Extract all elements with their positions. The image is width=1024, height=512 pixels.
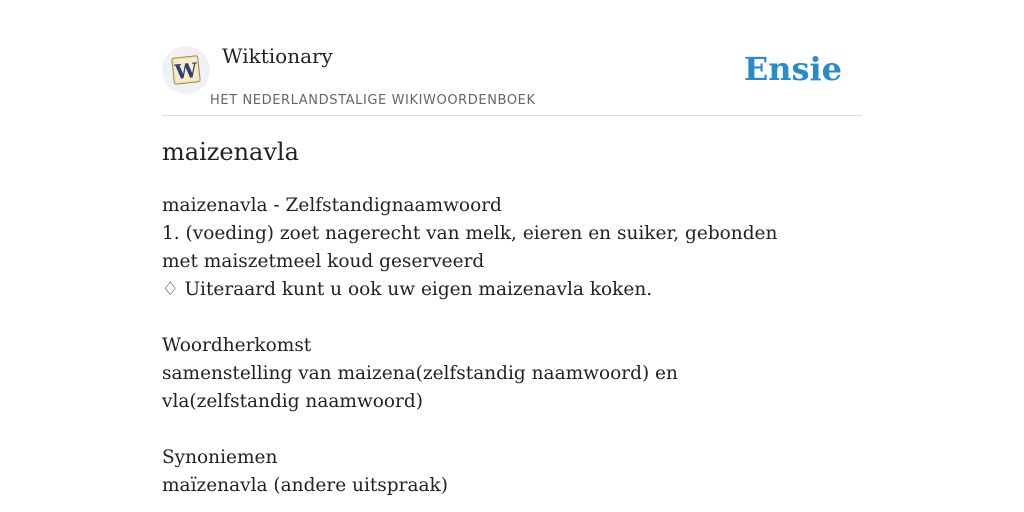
etymology-heading: Woordherkomst [162,335,312,356]
spacer [162,416,802,444]
page [162,0,862,512]
wiktionary-logo-tile [168,52,204,88]
entry-content [162,192,802,500]
synonyms-text: maïzenavla (andere uitspraak) [162,475,448,496]
synonyms-heading: Synoniemen [162,447,278,468]
site-tagline: HET NEDERLANDSTALIGE WIKIWOORDENBOEK [210,93,536,108]
ensie-brand-link[interactable]: Ensie [743,50,842,88]
site-header [162,0,862,116]
example-sentence: ♢ Uiteraard kunt u ook uw eigen maizenavla koken. [162,279,653,300]
svg-text:W: W [173,57,199,85]
wiktionary-logo-icon[interactable] [162,46,210,94]
word-type-line: maizenavla - Zelfstandignaamwoord [162,195,502,216]
definition: 1. (voeding) zoet nagerecht van melk, eieren en suiker, gebonden met maiszetmeel koud geserveerd [162,223,778,272]
page-title: maizenavla [162,138,299,166]
spacer [162,304,802,332]
site-name[interactable]: Wiktionary [222,44,333,68]
etymology-text: samenstelling van maizena(zelfstandig naamwoord) en vla(zelfstandig naamwoord) [162,363,678,412]
